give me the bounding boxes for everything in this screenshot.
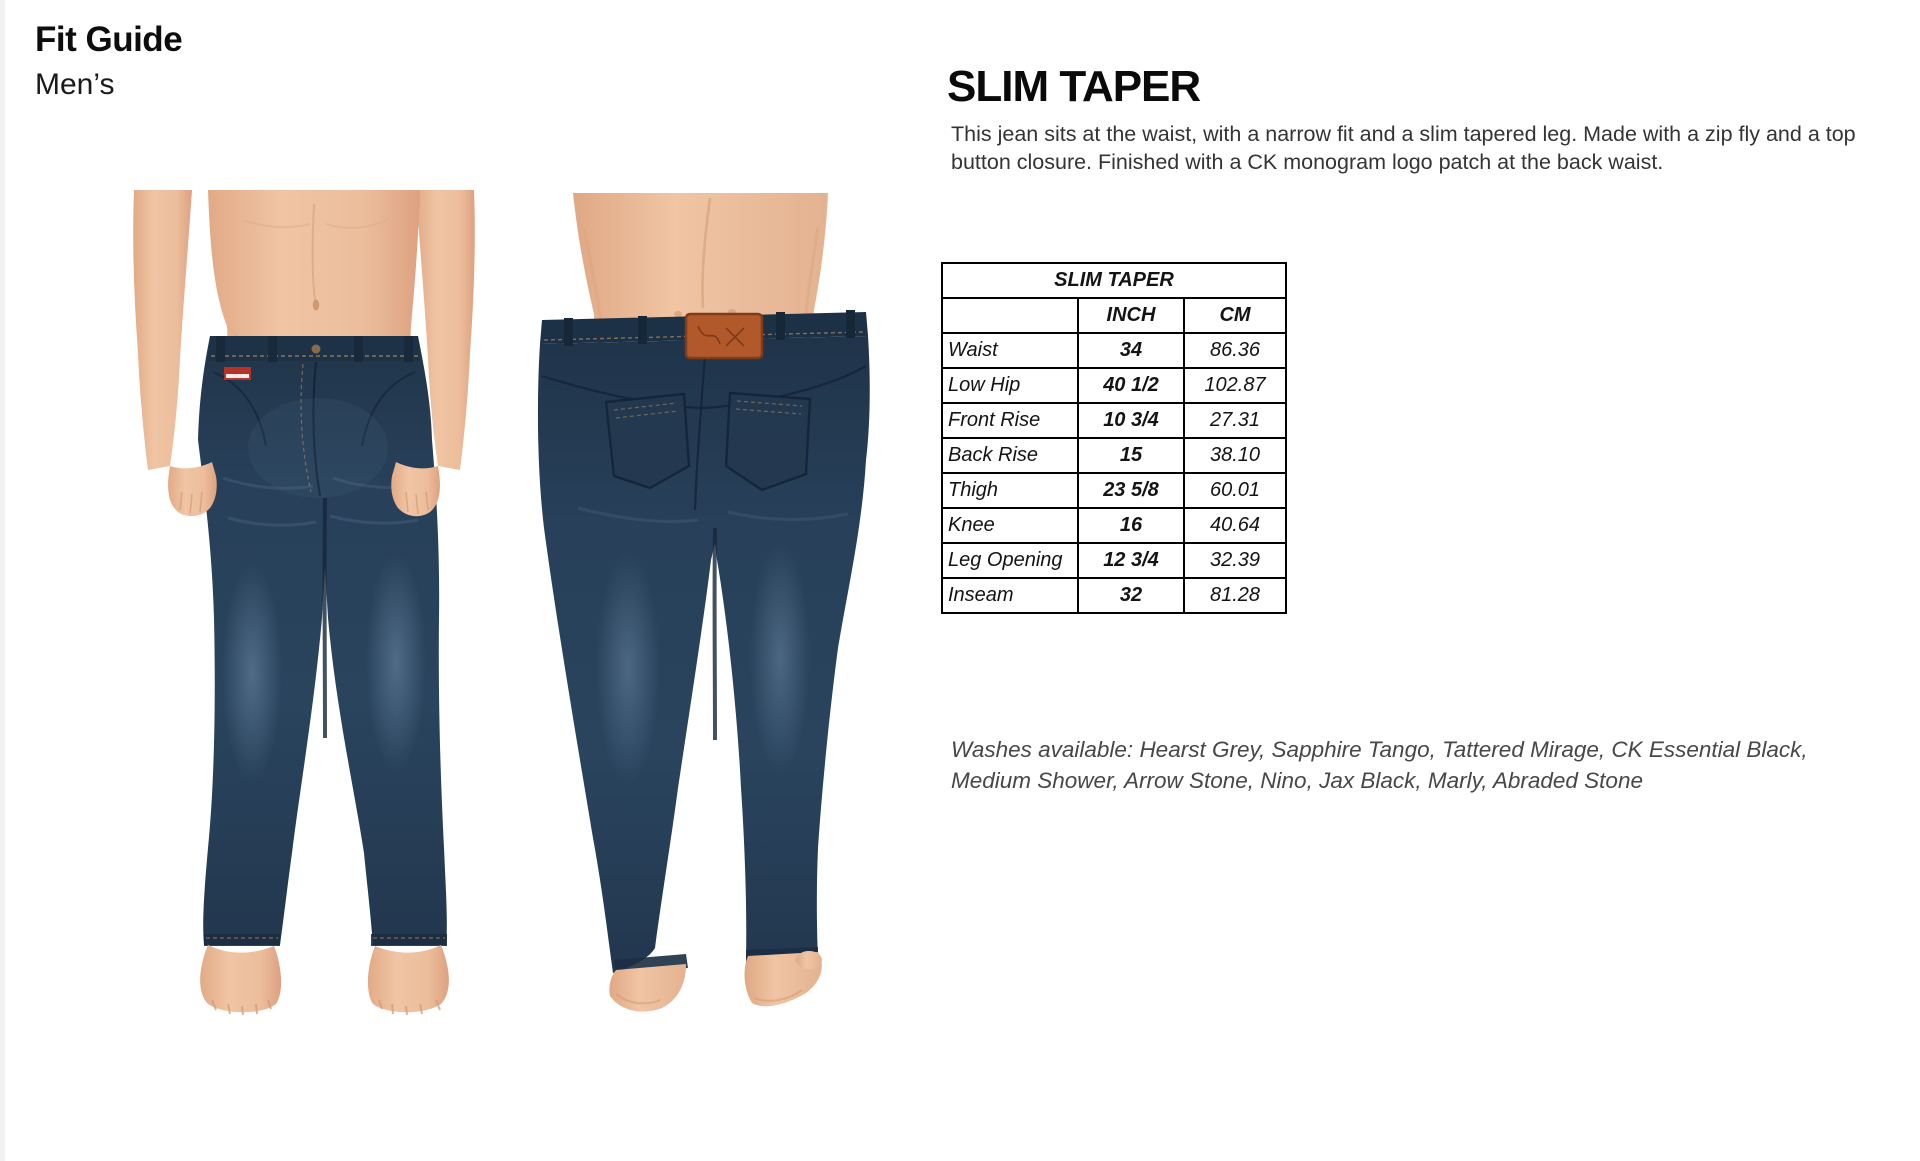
page-title: Fit Guide	[35, 20, 183, 59]
front-feet	[200, 945, 449, 1015]
size-table	[941, 262, 1287, 614]
table-row	[942, 508, 1286, 543]
inch-value: 12 3/4	[1078, 543, 1184, 578]
cm-value: 27.31	[1184, 403, 1286, 438]
row-label: Thigh	[942, 473, 1078, 508]
size-table-header-row	[942, 298, 1286, 333]
table-row	[942, 438, 1286, 473]
left-edge-strip	[0, 0, 5, 1161]
column-header-empty	[942, 298, 1078, 333]
model-back-photo	[518, 148, 888, 1028]
row-label: Back Rise	[942, 438, 1078, 473]
cm-value: 32.39	[1184, 543, 1286, 578]
row-label: Front Rise	[942, 403, 1078, 438]
cm-value: 81.28	[1184, 578, 1286, 613]
washes-text: Washes available: Hearst Grey, Sapphire Tango, Tattered Mirage, CK Essential Black, Medium Shower, Arrow Stone, Nino, Jax Black, Marly, Abraded Stone	[951, 737, 1808, 793]
size-table-title-row	[942, 263, 1286, 298]
table-row	[942, 473, 1286, 508]
inch-value: 23 5/8	[1078, 473, 1184, 508]
product-description: This jean sits at the waist, with a narrow fit and a slim tapered leg. Made with a zip fly and a top button closure. Finished with a CK monogram logo patch at the back waist.	[951, 122, 1856, 174]
cm-value: 102.87	[1184, 368, 1286, 403]
inch-value: 16	[1078, 508, 1184, 543]
table-row	[942, 543, 1286, 578]
size-table-title: SLIM TAPER	[942, 263, 1286, 298]
model-front-photo	[128, 148, 480, 1028]
front-jeans	[198, 336, 447, 947]
product-name: SLIM TAPER	[947, 62, 1201, 111]
column-header-inch: INCH	[1078, 298, 1184, 333]
inch-value: 34	[1078, 333, 1184, 368]
page-subtitle: Men’s	[35, 68, 115, 101]
row-label: Leg Opening	[942, 543, 1078, 578]
row-label: Low Hip	[942, 368, 1078, 403]
inch-value: 32	[1078, 578, 1184, 613]
inch-value: 40 1/2	[1078, 368, 1184, 403]
back-waist-patch	[686, 314, 762, 358]
front-pocket-tag	[224, 367, 251, 380]
inch-value: 10 3/4	[1078, 403, 1184, 438]
table-row	[942, 578, 1286, 613]
column-header-cm: CM	[1184, 298, 1286, 333]
back-jeans	[538, 310, 870, 974]
cm-value: 60.01	[1184, 473, 1286, 508]
row-label: Waist	[942, 333, 1078, 368]
table-row	[942, 403, 1286, 438]
table-row	[942, 333, 1286, 368]
cm-value: 40.64	[1184, 508, 1286, 543]
row-label: Knee	[942, 508, 1078, 543]
inch-value: 15	[1078, 438, 1184, 473]
table-row	[942, 368, 1286, 403]
row-label: Inseam	[942, 578, 1078, 613]
cm-value: 86.36	[1184, 333, 1286, 368]
cm-value: 38.10	[1184, 438, 1286, 473]
back-torso	[573, 193, 828, 332]
